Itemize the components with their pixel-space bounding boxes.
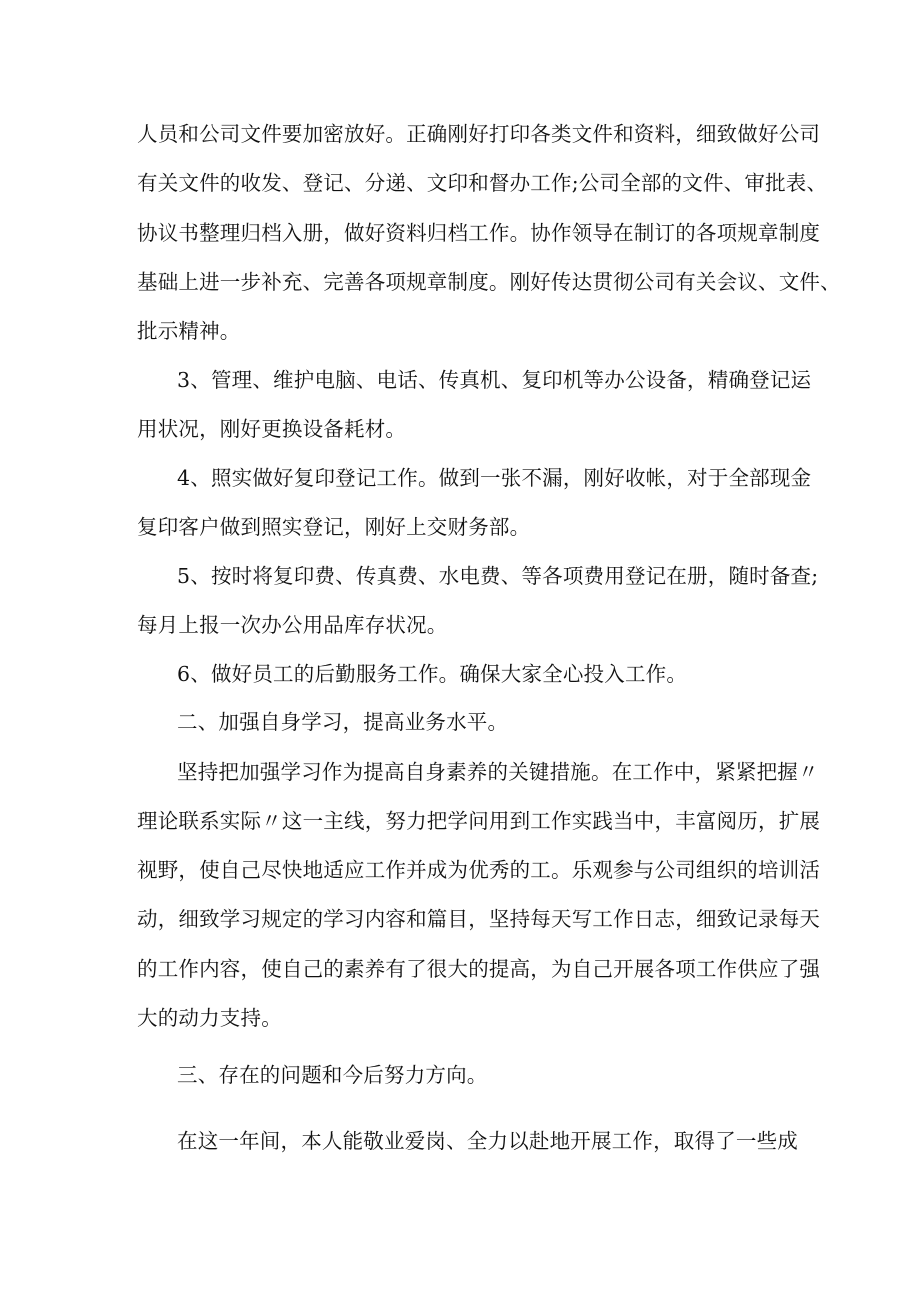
- item-4-line: 4、照实做好复印登记工作。做到一张不漏，刚好收帐，对于全部现金: [177, 466, 812, 490]
- text-line: 有关文件的收发、登记、分递、文印和督办工作;公司全部的文件、审批表、: [137, 171, 828, 195]
- section-heading-2: 二、加强自身学习，提高业务水平。: [177, 710, 509, 734]
- text-line: 协议书整理归档入册，做好资料归档工作。协作领导在制订的各项规章制度: [137, 221, 821, 245]
- paragraph-line: 坚持把加强学习作为提高自身素养的关键措施。在工作中，紧紧把握〃: [177, 760, 819, 784]
- item-3-line: 用状况，刚好更换设备耗材。: [137, 417, 407, 441]
- text-line: 人员和公司文件要加密放好。正确刚好打印各类文件和资料，细致做好公司: [137, 122, 821, 146]
- paragraph-line: 视野，使自己尽快地适应工作并成为优秀的工。乐观参与公司组织的培训活: [137, 858, 821, 882]
- item-5-line: 5、按时将复印费、传真费、水电费、等各项费用登记在册，随时备查;: [177, 564, 819, 588]
- item-4-line: 复印客户做到照实登记，刚好上交财务部。: [137, 515, 531, 539]
- paragraph-line: 的工作内容，使自己的素养有了很大的提高，为自己开展各项工作供应了强: [137, 957, 821, 981]
- paragraph-line: 动，细致学习规定的学习内容和篇目，坚持每天写工作日志，细致记录每天: [137, 907, 821, 931]
- item-3-line: 3、管理、维护电脑、电话、传真机、复印机等办公设备，精确登记运: [177, 368, 812, 392]
- text-line: 基础上进一步补充、完善各项规章制度。刚好传达贯彻公司有关会议、文件、: [137, 270, 841, 294]
- text-line: 批示精神。: [137, 319, 241, 343]
- paragraph-line: 在这一年间，本人能敬业爱岗、全力以赴地开展工作，取得了一些成: [177, 1129, 798, 1153]
- paragraph-line: 大的动力支持。: [137, 1006, 282, 1030]
- paragraph-line: 理论联系实际〃这一主线，努力把学问用到工作实践当中，丰富阅历，扩展: [137, 809, 821, 833]
- item-5-line: 每月上报一次办公用品库存状况。: [137, 613, 448, 637]
- section-heading-3: 三、存在的问题和今后努力方向。: [177, 1063, 488, 1087]
- item-6-line: 6、做好员工的后勤服务工作。确保大家全心投入工作。: [177, 662, 688, 686]
